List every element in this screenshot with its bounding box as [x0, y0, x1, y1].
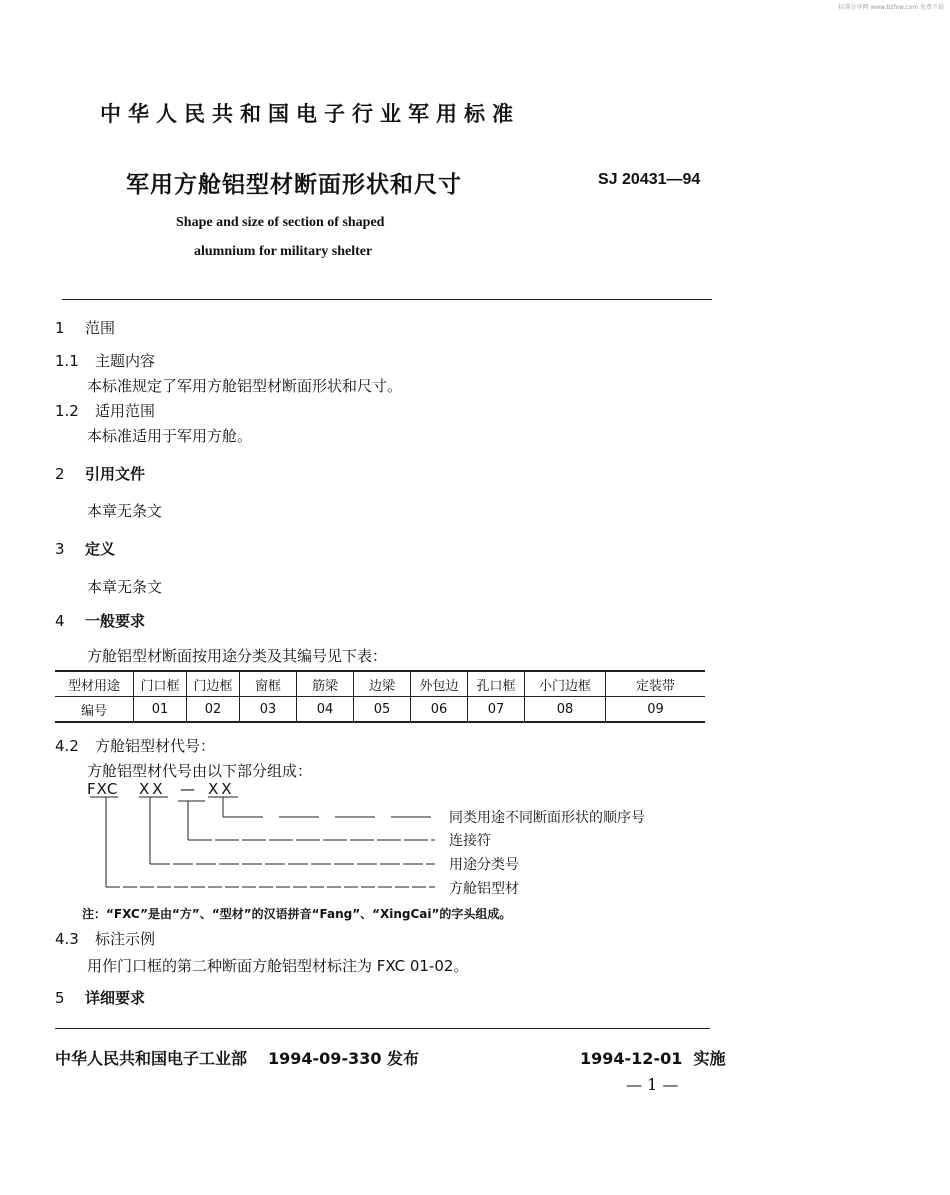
header-divider — [62, 299, 712, 300]
code-group-2: XX — [208, 780, 235, 798]
section-5-heading: 5 详细要求 — [55, 989, 146, 1007]
table-cell: 外包边 — [411, 671, 468, 697]
english-title-line1: Shape and size of section of shaped — [176, 215, 385, 230]
label-connector: 连接符 — [449, 833, 491, 849]
table-cell: 03 — [240, 697, 297, 723]
designation-bracket-lines — [90, 795, 450, 895]
code-prefix: FXC — [87, 780, 119, 798]
corner-watermark: 标准分享网 www.bzfxw.com 免费下载 — [838, 4, 944, 11]
table-cell: 02 — [187, 697, 240, 723]
section-1-2-text: 本标准适用于军用方舱。 — [87, 427, 253, 445]
table-cell: 05 — [354, 697, 411, 723]
document-title: 军用方舱铝型材断面形状和尺寸 — [126, 172, 462, 198]
table-cell: 06 — [411, 697, 468, 723]
section-4-3-text: 用作门口框的第二种断面方舱铝型材标注为 FXC 01-02。 — [87, 957, 469, 975]
section-1-1-heading: 1.1 主题内容 — [55, 352, 156, 370]
table-cell: 型材用途 — [55, 671, 134, 697]
section-1-1-text: 本标准规定了军用方舱铝型材断面形状和尺寸。 — [87, 377, 403, 395]
table-cell: 筋梁 — [297, 671, 354, 697]
footer-divider — [55, 1028, 710, 1029]
section-4-heading: 4 一般要求 — [55, 612, 146, 630]
standard-category-header: 中华人民共和国电子行业军用标准 — [100, 102, 520, 126]
release-date: 1994-09-330 发布 — [268, 1049, 420, 1068]
table-row — [55, 697, 705, 723]
english-title-line2: alumnium for military shelter — [194, 244, 373, 259]
code-dash: — — [180, 780, 195, 798]
table-cell: 小门边框 — [525, 671, 606, 697]
section-4-2-heading: 4.2 方舱铝型材代号： — [55, 737, 216, 755]
label-sequence-number: 同类用途不同断面形状的顺序号 — [449, 810, 645, 826]
effective-date: 1994-12-01 实施 — [580, 1049, 726, 1068]
table-cell: 编号 — [55, 697, 134, 723]
table-cell: 窗框 — [240, 671, 297, 697]
page-number: — 1 — — [626, 1075, 679, 1094]
label-usage-number: 用途分类号 — [449, 857, 519, 873]
section-4-2-text: 方舱铝型材代号由以下部分组成： — [87, 762, 313, 780]
table-cell: 门边框 — [187, 671, 240, 697]
code-group-1: XX — [139, 780, 166, 798]
issuing-authority: 中华人民共和国电子工业部 — [55, 1049, 248, 1068]
section-4-3-heading: 4.3 标注示例 — [55, 930, 156, 948]
section-3-text: 本章无条文 — [87, 578, 163, 596]
section-4-text: 方舱铝型材断面按用途分类及其编号见下表： — [87, 647, 388, 665]
standard-code: SJ 20431—94 — [598, 171, 701, 188]
table-cell: 08 — [525, 697, 606, 723]
section-1-2-heading: 1.2 适用范围 — [55, 402, 156, 420]
section-2-heading: 2 引用文件 — [55, 465, 146, 483]
diagram-note: 注：“FXC”是由“方”、“型材”的汉语拼音“Fang”、“XingCai”的字头组成。 — [82, 907, 512, 921]
section-3-heading: 3 定义 — [55, 540, 116, 558]
table-cell: 09 — [606, 697, 706, 723]
table-cell: 门口框 — [134, 671, 187, 697]
table-cell: 边梁 — [354, 671, 411, 697]
table-cell: 01 — [134, 697, 187, 723]
classification-table — [55, 670, 705, 723]
table-cell: 04 — [297, 697, 354, 723]
section-2-text: 本章无条文 — [87, 502, 163, 520]
table-header-row — [55, 671, 705, 697]
table-cell: 孔口框 — [468, 671, 525, 697]
label-material: 方舱铝型材 — [449, 881, 519, 897]
table-cell: 定装带 — [606, 671, 706, 697]
table-cell: 07 — [468, 697, 525, 723]
section-1-heading: 1 范围 — [55, 319, 116, 337]
